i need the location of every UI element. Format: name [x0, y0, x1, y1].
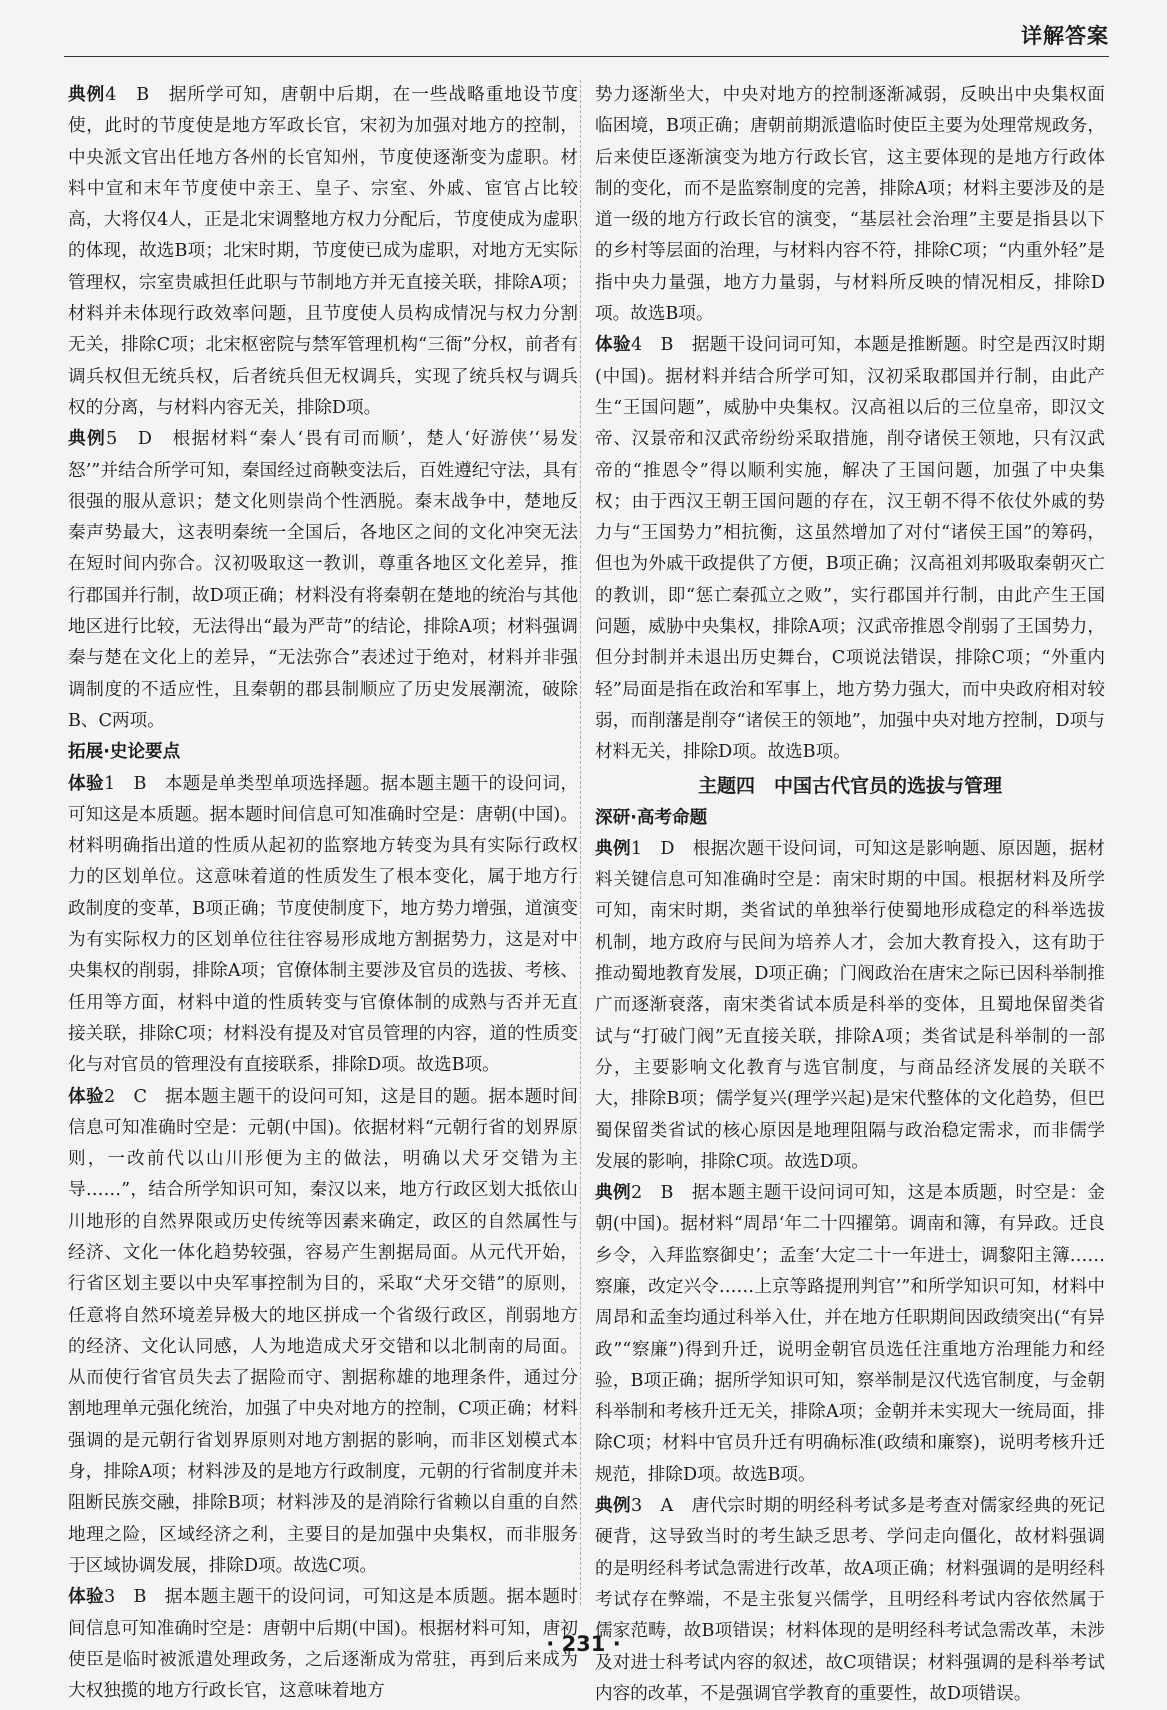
paragraph-text: 2 B 据本题主题干设问词可知，这是本质题，时空是：金朝(中国)。据材料“周昂‘年二十四擢第。调南和簿，有异政。迁良乡令，入拜监察御史’；孟奎‘大定二十一年进士，调黎阳主簿……察廉，改定兴令……上京等路提刑判官’”和所学知识可知，材料中周昂和孟奎均通过科举入仕，并在地方任职期间因政绩突出(“有异政”“察廉”)得到升迁，说明金朝官员选任注重地方治理能力和经验，B项正确；据所学知识可知，察举制是汉代选官制度，与金朝科举制和考核升迁无关，排除A项；金朝并未实现大一统局面，排除C项；材料中官员升迁有明确标准(政绩和廉察)，说明考核升迁规范，排除D项。故选B项。: [595, 1183, 1105, 1485]
answer-paragraph: [595, 1178, 1105, 1491]
paragraph-label: 体验: [595, 335, 631, 356]
page-number: · 231 ·: [546, 1632, 621, 1656]
paragraph-label: 典例: [68, 85, 106, 105]
answer-paragraph: [68, 424, 578, 737]
paragraph-text: 3 A 唐代宗时期的明经科考试多是考查对儒家经典的死记硬背，这导致当时的考生缺乏思考、学问走向僵化，故材料强调的是明经科考试急需进行改革，故A项正确；材料强调的是明经科考试存在弊端，不是主张复兴儒学，且明经科考试内容依然属于儒家范畴，故B项错误；材料体现的是明经科考试急需改革，未涉及对进士科考试内容的叙述，故C项错误；材料强调的是科举考试内容的改革，不是强调官学教育的重要性，故D项错误。: [595, 1496, 1105, 1704]
section-heading: 深研·高考命题: [595, 807, 708, 828]
paragraph-label: 体验: [68, 773, 104, 794]
paragraph-text: 2 C 据本题主题干的设问可知，这是目的题。据本题时间信息可知准确时空是：元朝(中国)。依据材料“元朝行省的划界原则，一改前代以山川形便为主的做法，明确以犬牙交错为主导……”，结合所学知识可知，秦汉以来，地方行政区划大抵依山川地形的自然界限或历史传统等因素来确定，政区的自然属性与经济、文化一体化趋势较强，容易产生割据局面。从元代开始，行省区划主要以中央军事控制为目的，采取“犬牙交错”的原则，任意将自然环境差异极大的地区拼成一个省级行政区，削弱地方的经济、文化认同感，人为地造成犬牙交错和以北制南的局面。从而使行省官员失去了据险而守、割据称雄的地理条件，通过分割地理单元强化统治，加强了中央对地方的控制，C项正确；材料强调的是元朝行省划界原则对地方割据的影响，而非区划模式本身，排除A项；材料涉及的是地方行政制度，元朝的行省制度并未阻断民族交融，排除B项；材料涉及的是消除行省赖以自重的自然地理之险，区域经济之利，主要目的是加强中央集权，而非服务于区域协调发展，排除D项。故选C项。: [68, 1086, 578, 1576]
paragraph-text: 4 B 据所学可知，唐朝中后期，在一些战略重地设节度使，此时的节度使是地方军政长官，宋初为加强对地方的控制，中央派文官出任地方各州的长官知州，节度使逐渐变为虚职。材料中宣和末年节度使中亲王、皇子、宗室、外戚、宦官占比较高，大将仅4人，正是北宋调整地方权力分配后，节度使成为虚职的体现，故选B项；北宋时期，节度使已成为虚职，对地方无实际管理权，宗室贵戚担任此职与节制地方并无直接关联，排除A项；材料并未体现行政效率问题，且节度使人员构成情况与权力分割无关，排除C项；北宋枢密院与禁军管理机构“三衙”分权，前者有调兵权但无统兵权，后者统兵但无权调兵，实现了统兵权与调兵权的分离，与材料内容无关，排除D项。: [68, 85, 578, 418]
right-column: [595, 80, 1105, 1710]
answer-paragraph: [595, 1491, 1105, 1710]
paragraph-label: 体验: [68, 1587, 104, 1608]
paragraph-text: 4 B 据题干设问词可知，本题是推断题。时空是西汉时期(中国)。据材料并结合所学可知，汉初采取郡国并行制，由此产生“王国问题”，威胁中央集权。汉高祖以后的三位皇帝，即汉文帝、汉景帝和汉武帝纷纷采取措施，削夺诸侯王领地，只有汉武帝的“推恩令”得以顺利实施，解决了王国问题，加强了中央集权；由于西汉王朝王国问题的存在，汉王朝不得不依仗外戚的势力与“王国势力”相抗衡，这虽然增加了对付“诸侯王国”的筹码，但也为外戚干政提供了方便，B项正确；汉高祖刘邦吸取秦朝灭亡的教训，即“惩亡秦孤立之败”，实行郡国并行制，由此产生王国问题，威胁中央集权，排除A项；汉武帝推恩令削弱了王国势力，但分封制并未退出历史舞台，C项说法错误，排除C项；“外重内轻”局面是指在政治和军事上，地方势力强大，而中央政府相对较弱，而削藩是削夺“诸侯王的领地”，加强中央对地方控制，D项与材料无关，排除D项。故选B项。: [595, 335, 1105, 763]
paragraph-text: 1 B 本题是单类型单项选择题。据本题主题干的设问词，可知这是本质题。据本题时间信息可知准确时空是：唐朝(中国)。材料明确指出道的性质从起初的监察地方转变为具有实际行政权力的区划单位。这意味着道的性质发生了根本变化，属于地方行政制度的变革，B项正确；节度使制度下，地方势力增强，道演变为有实际权力的区划单位往往容易形成地方割据势力，这是对中央集权的削弱，排除A项；官僚体制主要涉及官员的选拔、考核、任用等方面，材料中道的性质转变与官僚体制的成熟与否并无直接关联，排除C项；材料没有提及对官员管理的内容，道的性质变化与对官员的管理没有直接联系，排除D项。故选B项。: [68, 773, 578, 1076]
answer-paragraph: [595, 834, 1105, 1178]
header-rule: [64, 56, 1109, 57]
column-divider: [580, 80, 581, 1605]
answer-paragraph: [595, 330, 1105, 768]
paragraph-label: 典例: [68, 429, 107, 450]
paragraph-text: 3 B 据本题主题干的设问词，可知这是本质题。据本题时间信息可知准确时空是：唐朝中后期(中国)。根据材料可知，唐初使臣是临时被派遣处理政务，之后逐渐成为常驻，再到后来成为大权独揽的地方行政长官，这意味着地方: [68, 1587, 578, 1702]
answer-paragraph: [68, 80, 578, 424]
paragraph-label: 典例: [595, 838, 631, 859]
theme-title: 主题四 中国古代官员的选拔与管理: [697, 774, 1002, 797]
section-heading: 拓展·史论要点: [68, 742, 181, 763]
running-header: 详解答案: [1021, 24, 1109, 48]
answer-paragraph: [68, 769, 578, 1082]
paragraph-text: 5 D 根据材料“秦人‘畏有司而顺’，楚人‘好游侠’‘易发怒’”并结合所学可知，秦国经过商鞅变法后，百姓遵纪守法，具有很强的服从意识；楚文化则崇尚个性洒脱。秦末战争中，楚地反秦声势最大，这表明秦统一全国后，各地区之间的文化冲突无法在短时间内弥合。汉初吸取这一教训，尊重各地区文化差异，推行郡国并行制，故D项正确；材料没有将秦朝在楚地的统治与其他地区进行比较，无法得出“最为严苛”的结论，排除A项；材料强调秦与楚在文化上的差异，“无法弥合”表述过于绝对，材料并非强调制度的不适应性，且秦朝的郡县制顺应了历史发展潮流，破除B、C两项。: [68, 429, 578, 731]
left-column: [68, 80, 578, 1707]
paragraph-label: 典例: [595, 1183, 631, 1204]
continuation-paragraph: 势力逐渐坐大，中央对地方的控制逐渐减弱，反映出中央集权面临困境，B项正确；唐朝前期派遣临时使臣主要为处理常规政务，后来使臣逐渐演变为地方行政长官，这主要体现的是地方行政体制的变化，而不是监察制度的完善，排除A项；材料主要涉及的是道一级的地方行政长官的演变，“基层社会治理”主要是指县以下的乡村等层面的治理，与材料内容不符，排除C项；“内重外轻”是指中央力量强，地方力量弱，与材料所反映的情况相反，排除D项。故选B项。: [595, 85, 1105, 325]
paragraph-label: 体验: [68, 1086, 104, 1107]
paragraph-label: 典例: [595, 1496, 631, 1517]
answer-paragraph: [68, 1082, 578, 1583]
paragraph-text: 1 D 根据次题干设问词，可知这是影响题、原因题，据材料关键信息可知准确时空是：南宋时期的中国。根据材料及所学可知，南宋时期，类省试的单独举行使蜀地形成稳定的科举选拔机制，地方政府与民间为培养人才，会加大教育投入，这有助于推动蜀地教育发展，D项正确；门阀政治在唐宋之际已因科举制推广而逐渐衰落，南宋类省试本质是科举的变体，且蜀地保留类省试与“打破门阀”无直接关联，排除A项；类省试是科举制的一部分，主要影响文化教育与选官制度，与商品经济发展的关联不大，排除B项；儒学复兴(理学兴起)是宋代整体的文化趋势，但巴蜀保留类省试的核心原因是地理阻隔与政治稳定需求，而非儒学发展的影响，排除C项。故选D项。: [595, 838, 1105, 1172]
